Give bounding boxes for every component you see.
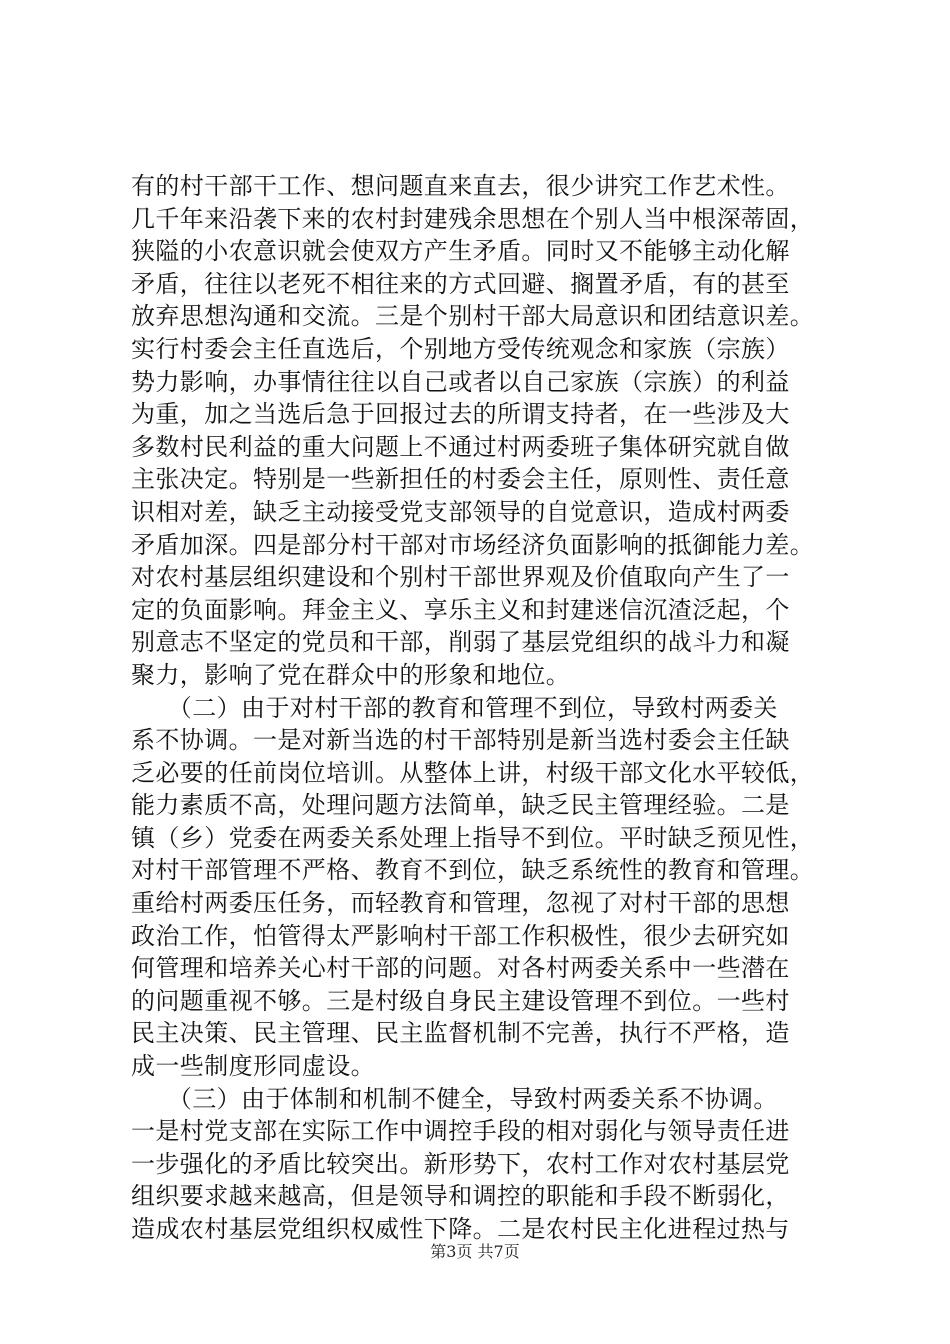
text-line: 对农村基层组织建设和个别村干部世界观及价值取向产生了一 <box>131 563 790 592</box>
text-line: 为重，加之当选后急于回报过去的所谓支持者，在一些涉及大 <box>131 400 790 429</box>
text-line: 能力素质不高，处理问题方法简单，缺乏民主管理经验。二是 <box>131 791 790 820</box>
text-line: 政治工作，怕管得太严影响村干部工作积极性，很少去研究如 <box>131 921 790 950</box>
text-line: 放弃思想沟通和交流。三是个别村干部大局意识和团结意识差。 <box>131 302 815 331</box>
text-line: 对村干部管理不严格、教育不到位，缺乏系统性的教育和管理。 <box>131 856 815 885</box>
text-line: 造成农村基层党组织权威性下降。二是农村民主化进程过热与 <box>131 1215 790 1243</box>
text-line: 有的村干部干工作、想问题直来直去，很少讲究工作艺术性。 <box>131 172 790 200</box>
body-text <box>131 170 831 1246</box>
text-line: 重给村两委压任务，而轻教育和管理，忽视了对村干部的思想 <box>131 889 790 918</box>
text-line: （二）由于对村干部的教育和管理不到位，导致村两委关 <box>131 693 778 722</box>
text-line: 几千年来沿袭下来的农村封建残余思想在个别人当中根深蒂固， <box>131 204 815 233</box>
text-line: 定的负面影响。拜金主义、享乐主义和封建迷信沉渣泛起，个 <box>131 595 790 624</box>
text-line: 民主决策、民主管理、民主监督机制不完善，执行不严格，造 <box>131 1019 790 1048</box>
text-line: 成一些制度形同虚设。 <box>131 1052 375 1081</box>
text-line: 矛盾加深。四是部分村干部对市场经济负面影响的抵御能力差。 <box>131 530 815 559</box>
page-footer: 第3页 共7页 <box>430 1242 520 1261</box>
text-line: 识相对差，缺乏主动接受党支部领导的自觉意识，造成村两委 <box>131 497 790 526</box>
text-line: 狭隘的小农意识就会使双方产生矛盾。同时又不能够主动化解 <box>131 237 790 266</box>
text-line: 的问题重视不够。三是村级自身民主建设管理不到位。一些村 <box>131 986 790 1015</box>
text-line: 一是村党支部在实际工作中调控手段的相对弱化与领导责任进 <box>131 1117 790 1146</box>
text-line: 乏必要的任前岗位培训。从整体上讲，村级干部文化水平较低， <box>131 758 815 787</box>
text-line: 系不协调。一是对新当选的村干部特别是新当选村委会主任缺 <box>131 726 790 755</box>
text-line: 势力影响，办事情往往以自己或者以自己家族（宗族）的利益 <box>131 367 790 396</box>
text-line: （三）由于体制和机制不健全，导致村两委关系不协调。 <box>131 1084 778 1113</box>
text-line: 一步强化的矛盾比较突出。新形势下，农村工作对农村基层党 <box>131 1149 790 1178</box>
text-line: 何管理和培养关心村干部的问题。对各村两委关系中一些潜在 <box>131 954 790 983</box>
text-line: 别意志不坚定的党员和干部，削弱了基层党组织的战斗力和凝 <box>131 628 790 657</box>
text-line: 组织要求越来越高，但是领导和调控的职能和手段不断弱化， <box>131 1182 790 1211</box>
text-line: 多数村民利益的重大问题上不通过村两委班子集体研究就自做 <box>131 432 790 461</box>
text-line: 矛盾，往往以老死不相往来的方式回避、搁置矛盾，有的甚至 <box>131 269 790 298</box>
text-line: 聚力，影响了党在群众中的形象和地位。 <box>131 660 571 689</box>
text-line: 镇（乡）党委在两委关系处理上指导不到位。平时缺乏预见性， <box>131 823 815 852</box>
text-line: 主张决定。特别是一些新担任的村委会主任，原则性、责任意 <box>131 465 790 494</box>
text-line: 实行村委会主任直选后，个别地方受传统观念和家族（宗族） <box>131 334 790 363</box>
